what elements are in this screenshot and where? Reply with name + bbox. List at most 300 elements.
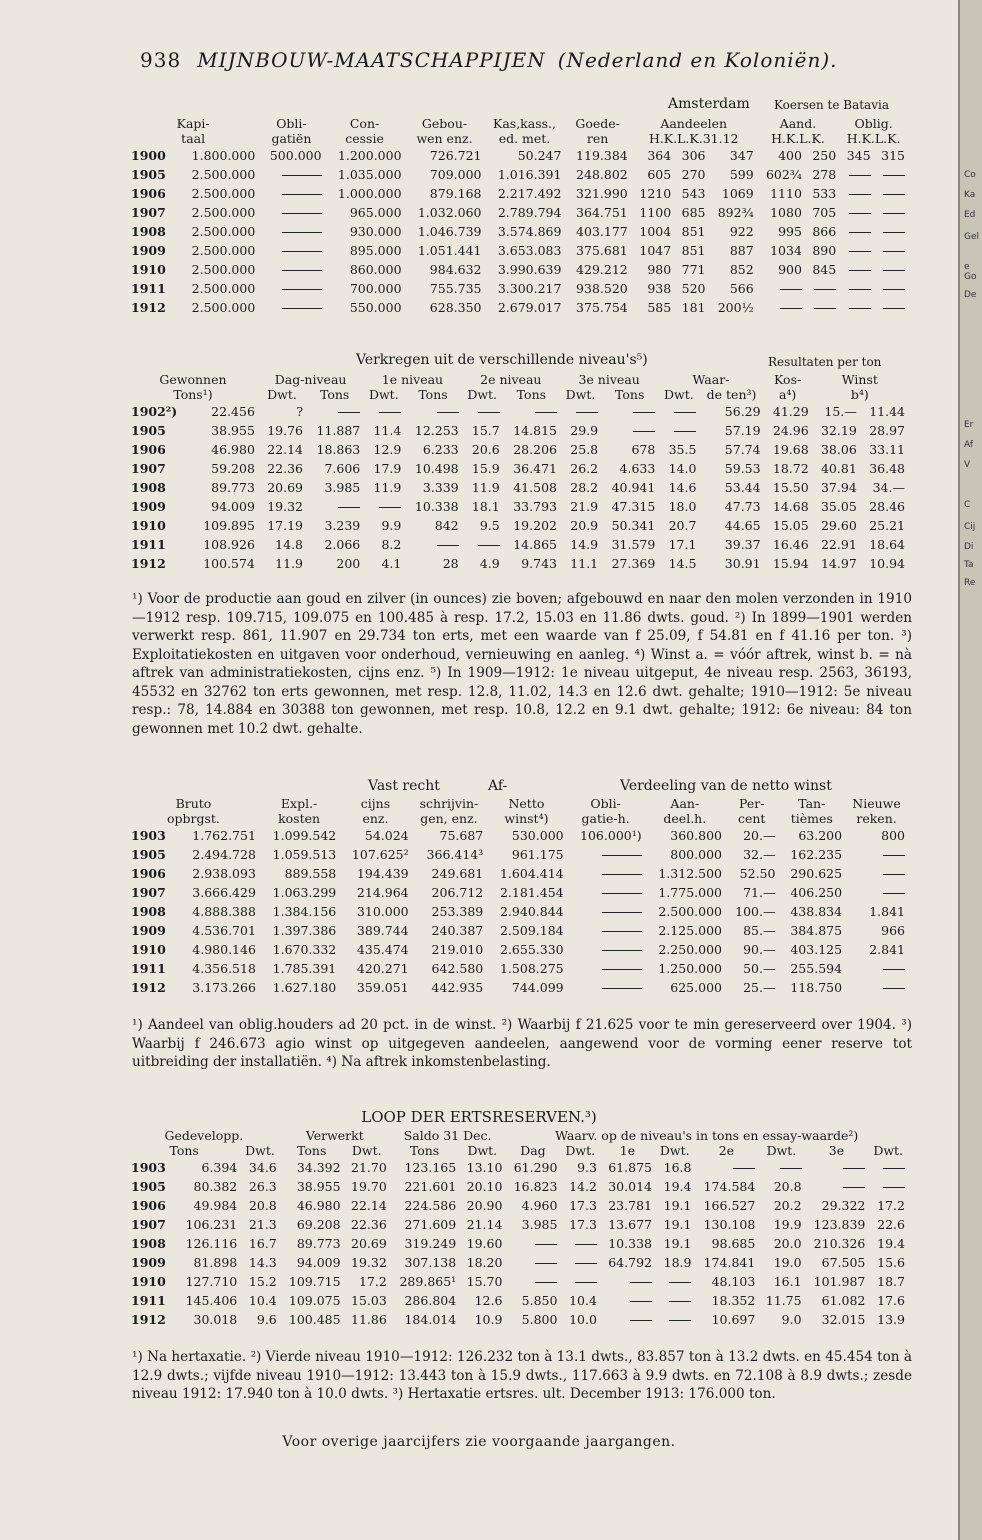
table-cell: 961.175	[511, 847, 564, 862]
table-cell	[363, 402, 404, 421]
table-cell: 771	[681, 262, 706, 277]
dash-mark	[338, 507, 360, 508]
table-cell: 32.—	[743, 847, 776, 862]
table-row	[128, 1272, 908, 1291]
reserves-table-header-2	[128, 1143, 908, 1158]
dash-mark	[814, 289, 836, 290]
table-cell	[404, 535, 461, 554]
table-cell: 3.985	[521, 1217, 558, 1232]
table-cell: 1069	[721, 186, 754, 201]
table-cell: 200½	[717, 300, 754, 315]
table-cell: 20.0	[773, 1236, 802, 1251]
table-cell: 30.91	[724, 556, 761, 571]
dash-mark	[575, 1244, 597, 1245]
column-header: de ten³)	[706, 387, 757, 402]
table-cell	[560, 1234, 600, 1253]
table-cell	[363, 497, 404, 516]
table-cell: 18.9	[663, 1255, 692, 1270]
table-cell: 50.247	[517, 148, 562, 163]
table-cell: 34.392	[296, 1160, 341, 1175]
column-header: Dag-niveau	[274, 372, 347, 387]
dash-mark	[849, 232, 871, 233]
dash-mark	[883, 893, 905, 894]
row-year: 1912	[131, 300, 166, 315]
table-cell: 1.785.391	[272, 961, 337, 976]
table-cell: 995	[778, 224, 802, 239]
table-cell: 19.1	[663, 1198, 692, 1213]
table-cell: 253.389	[431, 904, 484, 919]
table-cell: 887	[729, 243, 754, 258]
table-cell: 94.009	[296, 1255, 341, 1270]
table-cell: 315	[881, 148, 905, 163]
table-cell	[258, 203, 324, 222]
reserves-table-body	[128, 1158, 908, 1329]
table-cell: 12.253	[414, 423, 459, 438]
dash-mark	[478, 545, 500, 546]
edge-fragment: e	[964, 262, 970, 272]
dash-mark	[669, 1282, 691, 1283]
column-header: Tons	[409, 1143, 440, 1158]
dash-mark	[576, 412, 598, 413]
dash-mark	[883, 969, 905, 970]
row-year: 1908	[131, 904, 166, 919]
column-header: Expl.-	[280, 796, 318, 811]
table-cell: 11.4	[373, 423, 402, 438]
table-cell: 17.3	[569, 1217, 597, 1232]
column-header: ed. met.	[498, 131, 551, 146]
table-cell: 842	[434, 518, 459, 533]
dash-mark	[630, 1282, 652, 1283]
t2-head-b: Resultaten per ton	[768, 355, 882, 369]
table-cell: 123.165	[404, 1160, 457, 1175]
table-cell: 3.666.429	[192, 885, 256, 900]
table-cell	[505, 1272, 560, 1291]
table-cell: 1.775.000	[658, 885, 722, 900]
table-cell: 206.712	[431, 885, 484, 900]
table-row	[128, 1291, 908, 1310]
dash-mark	[379, 507, 401, 508]
table-cell: 286.804	[404, 1293, 457, 1308]
table-cell: 9.0	[781, 1312, 802, 1327]
table-cell	[258, 260, 324, 279]
table-cell	[505, 1253, 560, 1272]
table-cell: 98.685	[711, 1236, 756, 1251]
table-cell: 359.051	[356, 980, 409, 995]
table-cell: 851	[681, 224, 706, 239]
table-cell: 50.341	[611, 518, 656, 533]
table-row	[128, 940, 908, 959]
table-cell: 19.1	[663, 1236, 692, 1251]
table-cell: 389.744	[356, 923, 409, 938]
table-cell	[658, 402, 699, 421]
table-cell: 38.955	[296, 1179, 341, 1194]
table-cell: 109.895	[203, 518, 255, 533]
column-header: Dag	[520, 1143, 546, 1158]
table-cell: 892¾	[717, 205, 754, 220]
table-cell: 25.21	[869, 518, 905, 533]
table-cell	[258, 222, 324, 241]
table-cell: 1.046.739	[417, 224, 482, 239]
table-cell: 800.000	[670, 847, 722, 862]
table-cell: 2.500.000	[191, 224, 256, 239]
table-cell: 22.91	[820, 537, 857, 552]
table-cell: 550.000	[349, 300, 402, 315]
column-header: Tons	[516, 387, 547, 402]
column-header: Netto	[508, 796, 545, 811]
column-header: wen enz.	[416, 131, 473, 146]
table-cell: 44.65	[724, 518, 761, 533]
row-year: 1906	[131, 1198, 166, 1213]
table-cell: 4.536.701	[192, 923, 256, 938]
table-cell: 14.6	[668, 480, 697, 495]
table-cell: 2.938.093	[192, 866, 256, 881]
table-cell: 2.789.794	[497, 205, 562, 220]
table-cell: 726.721	[429, 148, 482, 163]
table-cell: 12.9	[373, 442, 402, 457]
table-cell: 255.594	[790, 961, 843, 976]
table-cell: 16.823	[513, 1179, 558, 1194]
table-cell: 19.70	[351, 1179, 387, 1194]
dash-mark	[282, 175, 322, 176]
table-cell: 500.000	[269, 148, 322, 163]
table-cell: 13.677	[608, 1217, 652, 1232]
table-cell: 2.500.000	[191, 281, 256, 296]
dash-mark	[780, 1168, 802, 1169]
table-cell: 3.653.083	[497, 243, 562, 258]
table-cell: 107.625²	[351, 847, 409, 862]
table-cell: 174.841	[703, 1255, 756, 1270]
table-row	[128, 1177, 908, 1196]
table-row	[128, 1234, 908, 1253]
table-cell: 2.250.000	[658, 942, 722, 957]
edge-fragment: Ta	[964, 560, 974, 570]
table-cell: 2.500.000	[191, 167, 256, 182]
table-cell: 2.500.000	[191, 186, 256, 201]
table-cell: 625.000	[670, 980, 722, 995]
column-header: schrijvin-	[419, 796, 479, 811]
table-cell: 364	[647, 148, 672, 163]
table-cell: 18.64	[869, 537, 905, 552]
table-cell: 19.68	[772, 442, 809, 457]
dash-mark	[849, 251, 871, 252]
table-cell: 16.8	[663, 1160, 692, 1175]
table-cell	[560, 1272, 600, 1291]
table-cell	[839, 241, 873, 260]
table-cell	[505, 1234, 560, 1253]
column-header: Dwt.	[351, 1143, 382, 1158]
row-year: 1906	[131, 866, 166, 881]
table-cell: 4.633	[619, 461, 656, 476]
table-cell: 900	[778, 262, 802, 277]
table-cell: 1.032.060	[417, 205, 482, 220]
table-cell: 28.46	[869, 499, 905, 514]
table-cell: 10.0	[569, 1312, 597, 1327]
table-cell: 15.94	[772, 556, 809, 571]
row-year: 1910	[131, 518, 166, 533]
page-number: 938	[140, 48, 182, 72]
dash-mark	[535, 412, 557, 413]
table-cell: 11.1	[570, 556, 599, 571]
table-cell: 3.239	[324, 518, 361, 533]
reserves-title: LOOP DER ERTSRESERVEN.³)	[361, 1108, 597, 1126]
table-cell: 35.5	[668, 442, 697, 457]
table-cell	[874, 184, 908, 203]
table-row	[128, 497, 908, 516]
table-cell: 1.800.000	[191, 148, 256, 163]
column-header: reken.	[856, 811, 897, 826]
table-cell: 49.984	[193, 1198, 238, 1213]
column-header: Obli-	[276, 116, 307, 131]
edge-fragment: Go	[964, 272, 977, 282]
table-cell	[404, 402, 461, 421]
table-cell: 7.606	[324, 461, 361, 476]
column-header: enz.	[362, 811, 389, 826]
dash-mark	[674, 431, 696, 432]
table-cell: 25.—	[743, 980, 776, 995]
table-cell	[258, 298, 324, 317]
table-cell: 310.000	[356, 904, 409, 919]
table-cell: 605	[647, 167, 672, 182]
row-year: 1900	[131, 148, 166, 163]
table-cell: 59.208	[211, 461, 255, 476]
table-cell: 22.36	[351, 1217, 387, 1232]
column-header: Tons	[319, 387, 350, 402]
column-header: Obli-	[590, 796, 621, 811]
table-row	[128, 554, 908, 573]
table-cell: 11.44	[869, 404, 905, 419]
column-header: b⁴)	[850, 387, 869, 402]
table-cell: 36.471	[513, 461, 557, 476]
table-cell: 29.60	[820, 518, 857, 533]
table-cell: 40.941	[611, 480, 656, 495]
column-header: Dwt.	[467, 1143, 498, 1158]
table-row	[128, 516, 908, 535]
table-cell	[462, 535, 503, 554]
table-cell: 14.0	[668, 461, 697, 476]
table-cell: 15.6	[877, 1255, 905, 1270]
table-cell: 100.—	[735, 904, 776, 919]
table-cell: 20.69	[351, 1236, 387, 1251]
revenue-table	[128, 796, 908, 997]
dash-mark	[602, 931, 642, 932]
dash-mark	[575, 1263, 597, 1264]
table-cell: 21.3	[248, 1217, 277, 1232]
table-cell: 10.498	[414, 461, 459, 476]
table-cell: 290.625	[790, 866, 843, 881]
dash-mark	[437, 545, 459, 546]
t3-head-b: Af-	[488, 778, 508, 794]
row-year: 1911	[131, 961, 166, 976]
table-cell: 108.926	[203, 537, 255, 552]
table-cell: 845	[812, 262, 837, 277]
table-row	[128, 902, 908, 921]
table-cell: 4.960	[521, 1198, 558, 1213]
dash-mark	[843, 1187, 865, 1188]
table-cell: 1.200.000	[337, 148, 402, 163]
table-cell: 17.19	[267, 518, 304, 533]
table-cell: 94.009	[211, 499, 255, 514]
row-year: 1909	[131, 499, 166, 514]
table-cell: 14.865	[513, 537, 557, 552]
dash-mark	[575, 1282, 597, 1283]
table-cell: 345	[846, 148, 871, 163]
table-cell: 28.97	[869, 423, 905, 438]
table-cell	[839, 165, 873, 184]
table-cell: 375.754	[576, 300, 628, 315]
row-year: 1912	[131, 1312, 166, 1327]
table-cell: 214.964	[356, 885, 409, 900]
table-cell: 375.681	[576, 243, 628, 258]
table-cell: 14.3	[248, 1255, 277, 1270]
table-cell: 106.000¹)	[580, 828, 642, 843]
table-cell: 566	[729, 281, 754, 296]
table-cell	[560, 402, 601, 421]
page-subtitle: (Nederland en Koloniën).	[557, 48, 838, 72]
column-header: Bruto	[175, 796, 212, 811]
table-cell: 700.000	[349, 281, 402, 296]
column-header: Gedevelopp.	[164, 1128, 244, 1143]
table-cell: 38.955	[211, 423, 255, 438]
table-cell: 9.9	[381, 518, 402, 533]
table-row	[128, 1215, 908, 1234]
edge-fragment: Re	[964, 578, 976, 588]
table-row	[128, 1310, 908, 1329]
dash-mark	[630, 1320, 652, 1321]
table-cell: 10.338	[414, 499, 459, 514]
table-cell: 1.627.180	[272, 980, 337, 995]
table-cell: 22.14	[351, 1198, 387, 1213]
column-header: kosten	[278, 811, 321, 826]
table-cell: 1.841	[869, 904, 905, 919]
table-cell: 10.4	[569, 1293, 597, 1308]
table-cell: 31.579	[611, 537, 656, 552]
table-cell: 744.099	[511, 980, 564, 995]
dash-mark	[535, 1282, 557, 1283]
table-cell: 1.063.299	[272, 885, 337, 900]
table-cell: 18.20	[466, 1255, 503, 1270]
table-cell: 34.—	[872, 480, 905, 495]
table-cell: 39.37	[724, 537, 761, 552]
column-header: tièmes	[790, 811, 833, 826]
page-title: MIJNBOUW-MAATSCHAPPIJEN	[197, 48, 546, 72]
table-cell: 119.384	[576, 148, 628, 163]
table-row	[128, 535, 908, 554]
table-cell: 21.70	[351, 1160, 387, 1175]
table-cell: 15.7	[471, 423, 500, 438]
table-cell: 23.781	[608, 1198, 652, 1213]
t3-head-c: Verdeeling van de netto winst	[620, 778, 832, 794]
edge-fragment: Cij	[964, 522, 976, 532]
t3-head-a: Vast recht	[368, 778, 440, 794]
table-cell: 420.271	[356, 961, 409, 976]
table-cell: 12.6	[474, 1293, 503, 1308]
table-cell	[839, 184, 873, 203]
column-header: Dwt.	[267, 387, 297, 402]
table-cell: 210.326	[813, 1236, 866, 1251]
edge-fragment: Af	[964, 440, 974, 450]
dash-mark	[282, 213, 322, 214]
page-header	[140, 48, 838, 72]
table-cell: 520	[681, 281, 706, 296]
table-cell: 10.94	[869, 556, 905, 571]
table-cell: 15.9	[471, 461, 500, 476]
column-header: opbrgst.	[166, 811, 220, 826]
capital-table	[128, 116, 908, 317]
table-cell: 4.1	[381, 556, 402, 571]
table-cell: 2.679.017	[497, 300, 562, 315]
footnote-production: ¹) Voor de productie aan goud en zilver (in ounces) zie boven; afgebouwd en naar den molen verzonden in 1910—1912 resp. 109.715, 109.075 en 100.485 à resp. 17.2, 15.03 en 11.86 dwts. goud. ²) In 1899—1901 werden verwerkt resp. 861, 11.907 en 29.734 ton erts, met een waarde van f 25.09, f 54.81 en f 41.16 per ton. ³) Exploitatiekosten en uitgaven voor onderhoud, vernieuwing en aanleg. ⁴) Winst a. = vóór aftrek, winst b. = nà aftrek van administratiekosten, cijns enz. ⁵) In 1909—1912: 1e niveau uitgeput, 4e niveau resp. 2563, 36193, 45532 en 32762 ton erts gewonnen, met resp. 12.8, 11.02, 14.3 en 12.6 dwt. gehalte; 1910—1912: 5e niveau resp.: 78, 14.884 en 30388 ton gewonnen, met resp. 10.8, 12.2 en 9.1 dwt. gehalte; 1912: 6e niveau: 84 ton gewonnen met 10.2 dwt. gehalte.	[132, 591, 912, 737]
row-year: 1910	[131, 942, 166, 957]
table-cell	[258, 241, 324, 260]
table-cell: 435.474	[356, 942, 409, 957]
table-cell	[839, 279, 873, 298]
column-header: 1e niveau	[381, 372, 444, 387]
table-cell: 14.68	[772, 499, 809, 514]
table-row	[128, 421, 908, 440]
table-cell: 145.406	[185, 1293, 238, 1308]
table-cell: 4.9	[479, 556, 500, 571]
column-header: Goede-	[575, 116, 620, 131]
table-cell: 15.70	[466, 1274, 503, 1289]
table-cell: 38.06	[820, 442, 857, 457]
column-header: Tons¹)	[173, 387, 213, 402]
dash-mark	[780, 308, 802, 309]
table-cell	[503, 402, 560, 421]
column-header: deel.h.	[663, 811, 707, 826]
table-cell: 5.800	[521, 1312, 558, 1327]
table-cell: 249.681	[431, 866, 484, 881]
table-cell	[658, 421, 699, 440]
table-cell	[757, 279, 805, 298]
row-year: 1911	[131, 281, 166, 296]
table-cell: 10.4	[248, 1293, 277, 1308]
table-cell: 4.888.388	[192, 904, 256, 919]
table-cell	[258, 279, 324, 298]
table-cell: 14.8	[275, 537, 304, 552]
table-cell: 1.670.332	[272, 942, 337, 957]
row-year: 1909	[131, 243, 166, 258]
table-cell: 32.015	[821, 1312, 866, 1327]
table-cell: 18.7	[877, 1274, 905, 1289]
table-row	[128, 402, 908, 421]
table-cell: 33.793	[513, 499, 557, 514]
table-cell	[874, 279, 908, 298]
table-cell: 181	[681, 300, 706, 315]
column-header: Tons	[418, 387, 448, 402]
column-header: Saldo 31 Dec.	[403, 1128, 492, 1143]
table-cell: 89.773	[296, 1236, 341, 1251]
table-cell: 602¾	[765, 167, 802, 182]
table-cell: 2.500.000	[191, 243, 256, 258]
table-cell: 2.655.330	[499, 942, 564, 957]
table-cell: 3.574.869	[497, 224, 562, 239]
table-cell: 118.750	[790, 980, 843, 995]
table-cell: 13.9	[877, 1312, 905, 1327]
table-cell: 123.839	[813, 1217, 866, 1232]
column-header: Tan-	[798, 796, 826, 811]
column-header: Dwt.	[467, 387, 498, 402]
dash-mark	[602, 912, 642, 913]
table-cell: 400	[778, 148, 802, 163]
table-cell	[567, 940, 645, 959]
table-cell	[874, 241, 908, 260]
table-cell: 685	[681, 205, 706, 220]
dash-mark	[630, 1301, 652, 1302]
column-header: Dwt.	[766, 1143, 797, 1158]
table-cell: 90.—	[743, 942, 776, 957]
column-header: Waarv. op de niveau's in tons en essay-waarde²)	[555, 1128, 859, 1143]
table-row	[128, 921, 908, 940]
